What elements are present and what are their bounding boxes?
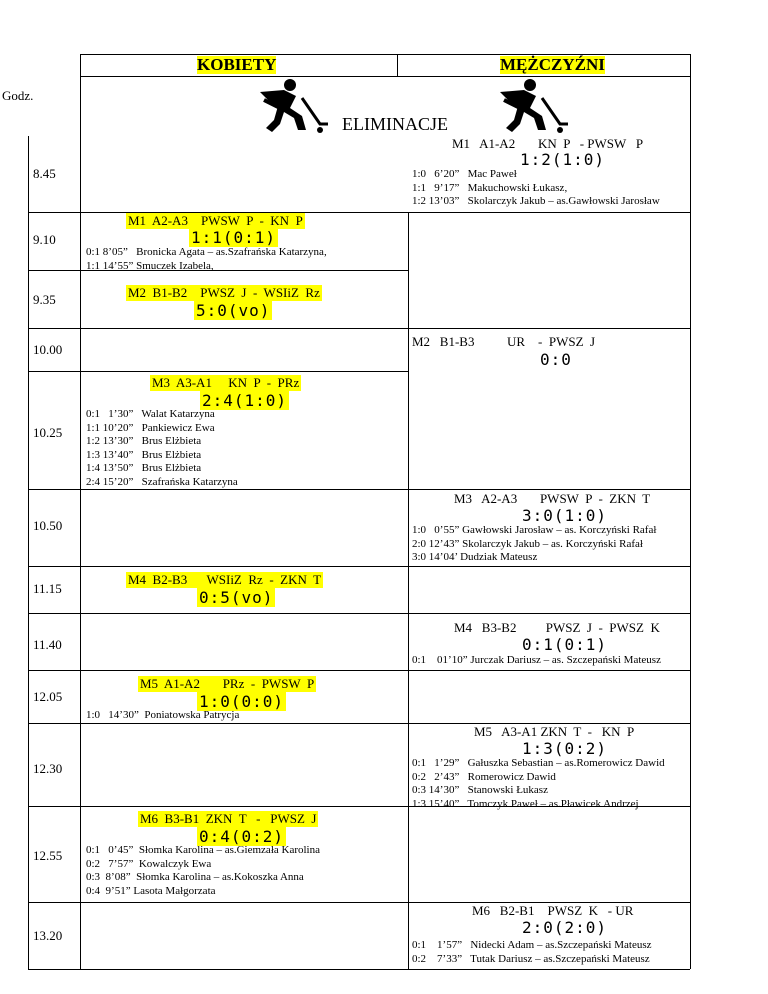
match-score: 0:0 [540,350,572,369]
match-title: M1 A2-A3 PWSW P - KN P [128,213,303,228]
goal-list: 1:0 0’55” Gawłowski Jarosław – as. Korczyński Rafał 2:0 12’43” Skolarczyk Jakub – as. Korczyński Rafał 3:0 14’04’ Dudziak Mateusz [412,524,657,563]
header-divider [397,54,398,76]
match-title: M4 B2-B3 WSIiZ Rz - ZKN T [128,572,322,587]
time-column-border [28,136,29,970]
hockey-player-icon [250,78,330,134]
match-title: M1 A1-A2 KN P - PWSW P [452,136,644,151]
stage-title: ELIMINACJE [342,114,448,134]
time-slot: 10.25 [33,425,63,440]
hours-label: Godz. [2,88,34,103]
time-slot: 10.00 [33,342,63,357]
goal-list: 0:1 1’57” Nidecki Adam – as.Szczepański Mateusz 0:2 7’33” Tutak Dariusz – as.Szczepański Mateusz [412,939,652,965]
time-slot: 13.20 [33,928,63,943]
match-title: M6 B2-B1 PWSZ K - UR [472,903,634,918]
time-slot: 10.50 [33,518,63,533]
row-separator [28,613,690,614]
match-title: M3 A2-A3 PWSW P - ZKN T [454,491,651,506]
match-score: 2:0(2:0) [522,918,608,937]
match-score: 1:1(0:1) [191,228,277,247]
goal-list: 1:0 6’20” Mac Paweł 1:1 9’17” Makuchowski Łukasz, 1:2 13’03” Skolarczyk Jakub – as.Gawłowski Jarosław [412,168,660,207]
table-bottom-border [28,969,690,970]
table-left-border [80,54,81,969]
time-slot: 8.45 [33,166,56,181]
match-score: 3:0(1:0) [522,506,608,525]
hockey-player-icon [490,78,570,134]
match-score: 1:0(0:0) [199,692,285,711]
match-score: 1:2(1:0) [520,150,606,169]
time-slot: 12.05 [33,689,63,704]
time-slot: 11.15 [33,581,62,596]
match-score: 0:5(vo) [199,588,274,607]
row-separator [28,328,690,329]
time-slot: 12.30 [33,761,63,776]
women-header: KOBIETY [197,55,277,74]
goal-list: 0:1 8’05” Bronicka Agata – as.Szafrańska Katarzyna, 1:1 14’55” Smuczek Izabela, [86,246,327,272]
match-score: 5:0(vo) [196,301,271,320]
men-header: MĘŻCZYŹNI [500,55,605,74]
table-right-border [690,54,691,969]
goal-list: 0:1 01’10” Jurczak Dariusz – as. Szczepański Mateusz [412,654,661,666]
time-slot: 11.40 [33,637,62,652]
match-title: M2 B1-B2 PWSZ J - WSIiZ Rz [128,285,320,300]
match-title: M4 B3-B2 PWSZ J - PWSZ K [454,620,660,635]
row-separator [28,670,690,671]
match-title: M6 B3-B1 ZKN T - PWSZ J [140,811,317,826]
row-separator [28,489,690,490]
match-title: M2 B1-B3 UR - PWSZ J [412,334,596,349]
men-column-border [408,212,409,969]
row-separator [28,566,690,567]
match-score: 0:1(0:1) [522,635,608,654]
row-separator [28,371,408,372]
match-title: M5 A3-A1 ZKN T - KN P [474,724,635,739]
match-score: 2:4(1:0) [202,391,288,410]
time-slot: 9.35 [33,292,56,307]
time-slot: 12.55 [33,848,63,863]
time-slot: 9.10 [33,232,56,247]
goal-list: 1:0 14’30” Poniatowska Patrycja [86,709,240,721]
goal-list: 0:1 1’30” Walat Katarzyna 1:1 10’20” Pankiewicz Ewa 1:2 13’30” Brus Elżbieta 1:3 13’40” Brus Elżbieta 1:4 13’50” Brus Elżbieta 2:4 15’20” Szafrańska Katarzyna [86,408,238,488]
match-score: 1:3(0:2) [522,739,608,758]
match-title: M5 A1-A2 PRz - PWSW P [140,676,315,691]
goal-list: 0:1 1’29” Gałuszka Sebastian – as.Romerowicz Dawid 0:2 2’43” Romerowicz Dawid 0:3 14’30” Stanowski Łukasz 1:3 15’40” Tomczyk Paweł – as.Pławicek Andrzej [412,757,665,810]
goal-list: 0:1 0’45” Słomka Karolina – as.Giemzała Karolina 0:2 7’57” Kowalczyk Ewa 0:3 8’08” Słomka Karolina – as.Kokoszka Anna 0:4 9’51” Lasota Małgorzata [86,844,320,897]
match-score: 0:4(0:2) [199,827,285,846]
header-bottom-line [80,76,690,77]
match-title: M3 A3-A1 KN P - PRz [152,375,300,390]
